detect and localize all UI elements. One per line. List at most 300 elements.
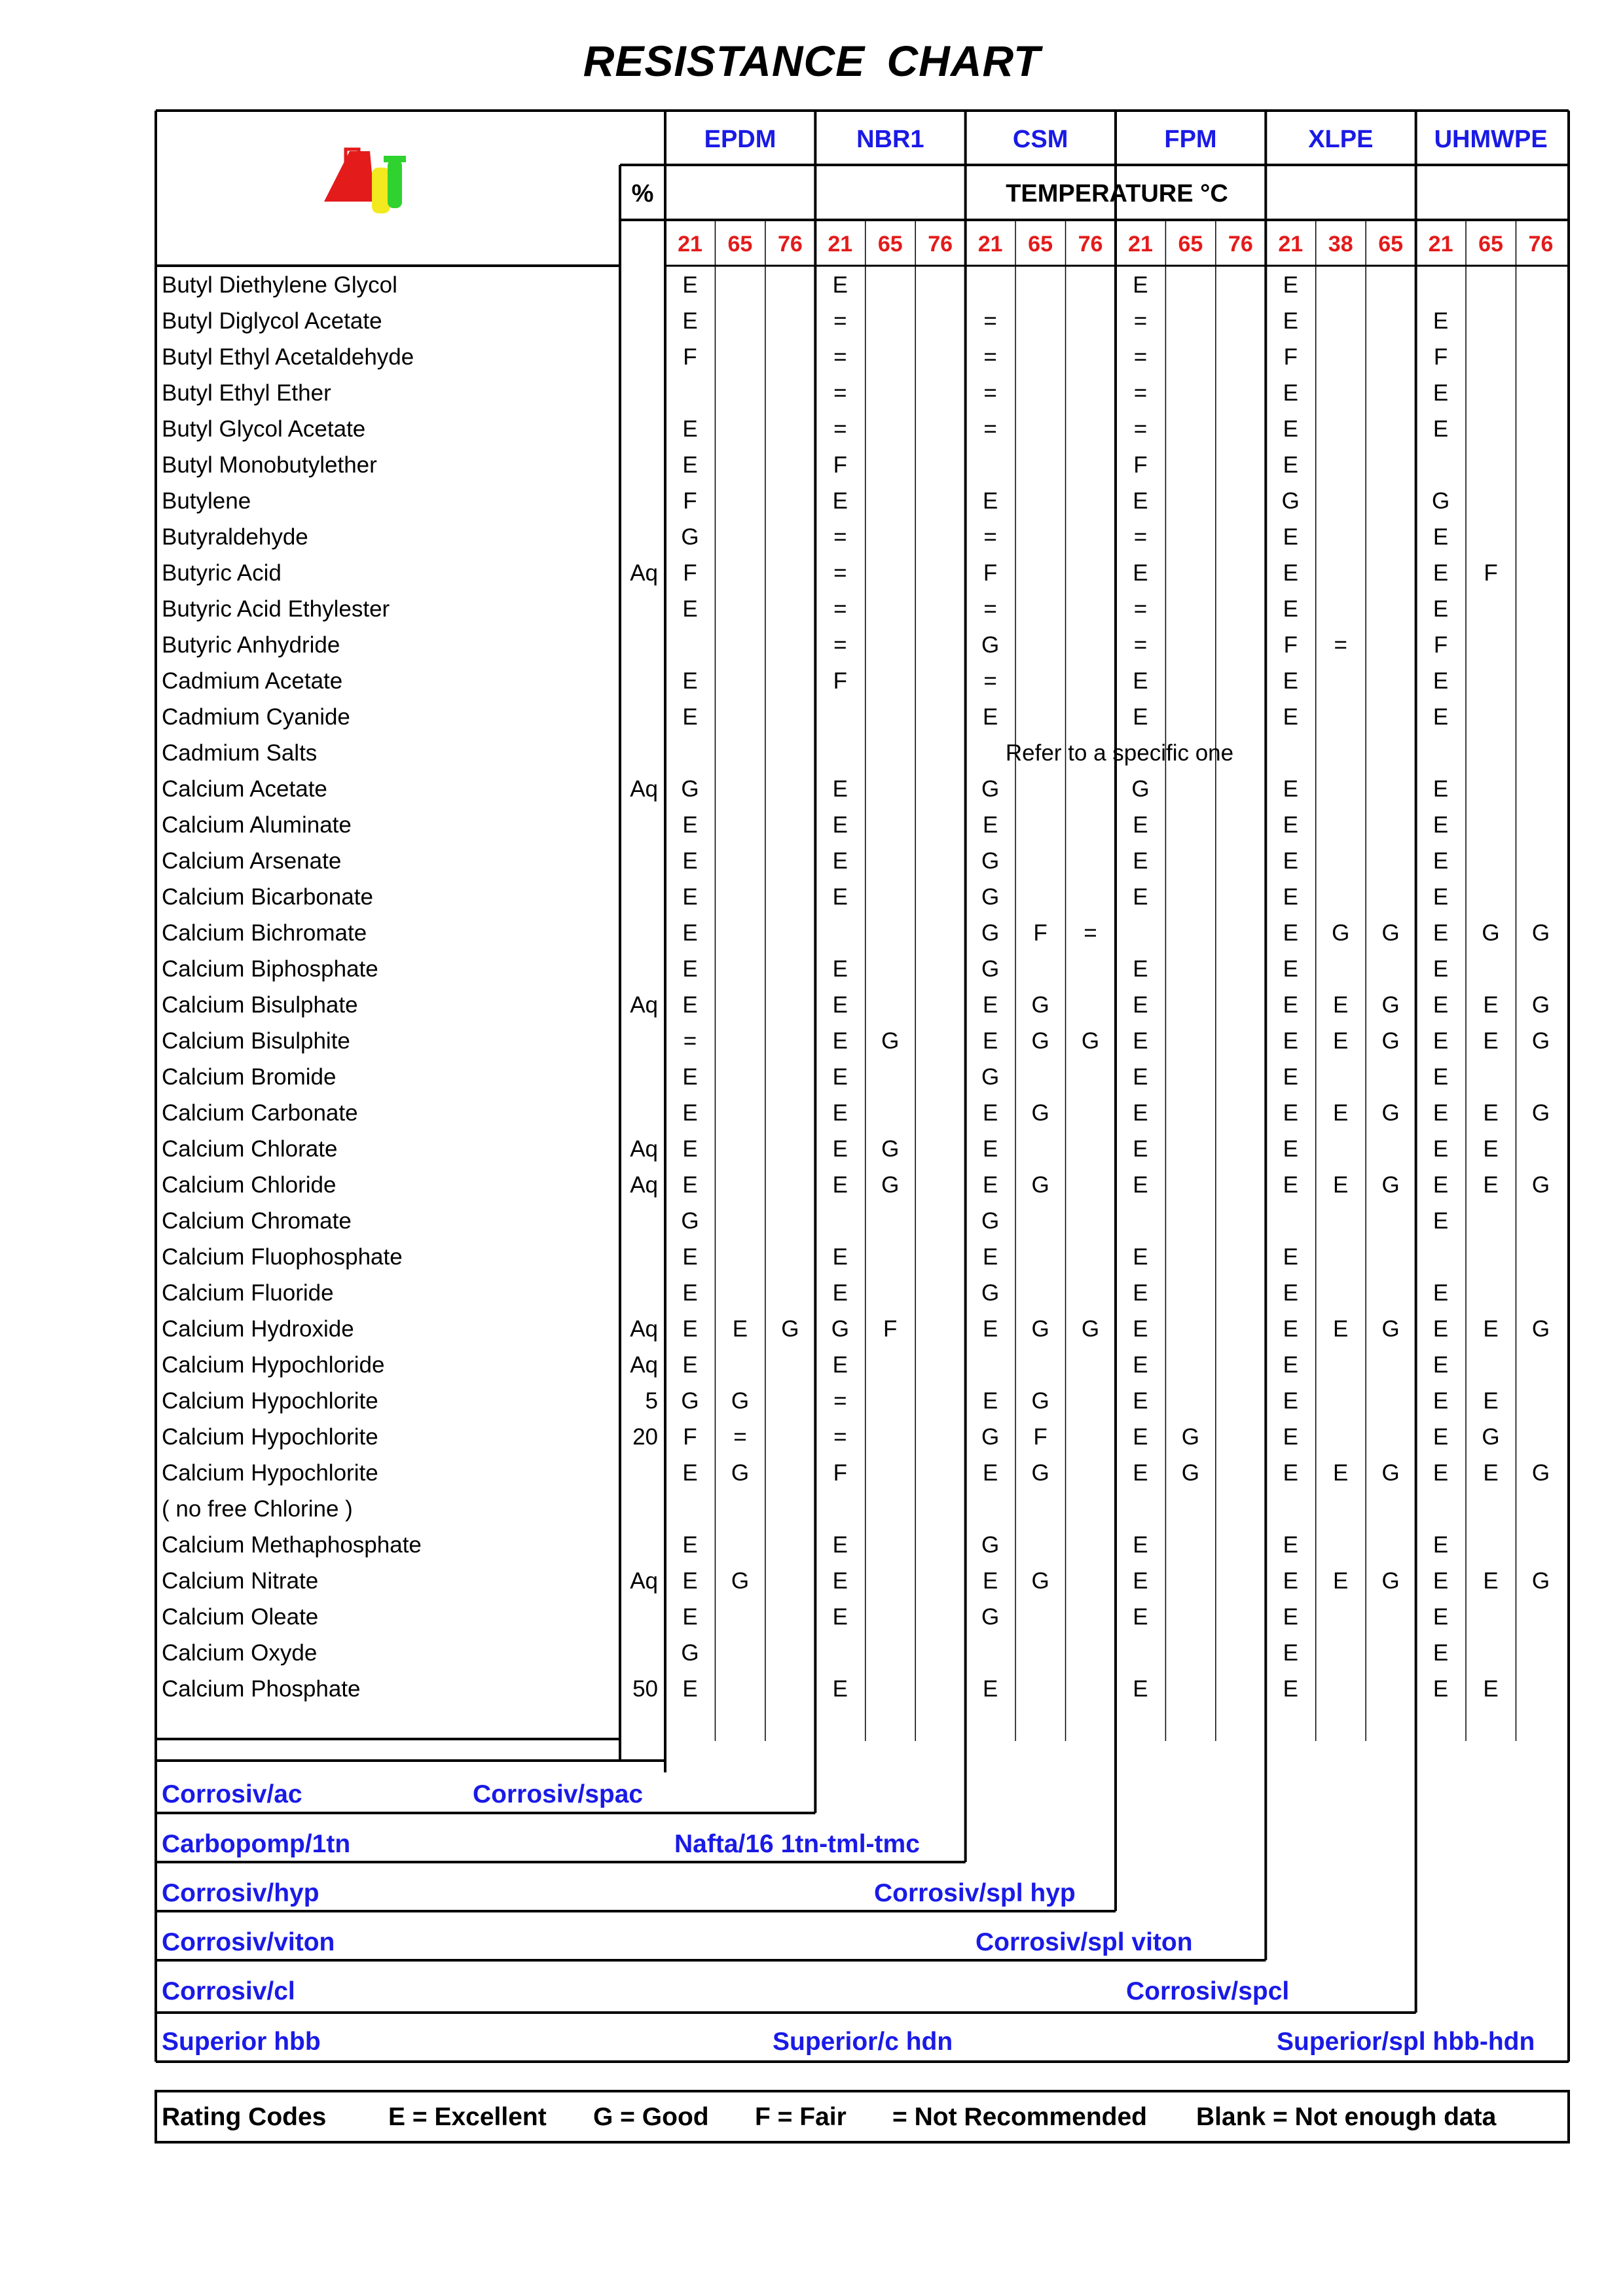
rating-cell: E xyxy=(1483,1568,1499,1594)
rating-cell: E xyxy=(832,1280,848,1306)
temperature-label: 21 xyxy=(1428,232,1453,257)
concentration-value: Aq xyxy=(630,1136,658,1162)
material-header-uhmwpe: UHMWPE xyxy=(1434,126,1548,153)
page-title: RESISTANCE CHART xyxy=(583,37,1041,85)
rating-cell: = xyxy=(833,308,847,334)
rating-cell: E xyxy=(982,1244,998,1270)
rating-cell: E xyxy=(1432,884,1449,910)
chemical-name: Butyric Acid xyxy=(162,560,282,586)
chemical-name: Calcium Oxyde xyxy=(162,1640,318,1666)
rating-cell: E xyxy=(832,1100,848,1126)
rating-cell: E xyxy=(1283,1064,1298,1090)
temperature-label: 76 xyxy=(777,232,803,257)
rating-cell: E xyxy=(1432,1100,1449,1126)
rating-cell: E xyxy=(1432,1136,1449,1162)
temperature-label: 65 xyxy=(1378,232,1404,257)
rating-cell: E xyxy=(1432,1280,1449,1306)
rating-cell: E xyxy=(1283,1244,1298,1270)
rating-cell: = xyxy=(983,668,997,694)
rating-cell: E xyxy=(982,1568,998,1594)
temperature-label: 65 xyxy=(1478,232,1503,257)
rating-cell: E xyxy=(982,992,998,1018)
rating-cell: E xyxy=(832,1136,848,1162)
reference-link[interactable]: Superior/spl hbb-hdn xyxy=(1277,2028,1535,2056)
rating-cell: F xyxy=(1283,632,1298,658)
temperature-label: 38 xyxy=(1328,232,1353,257)
percent-header: % xyxy=(631,180,654,207)
reference-link[interactable]: Corrosiv/ac xyxy=(162,1780,302,1808)
rating-cell: E xyxy=(832,956,848,982)
rating-cell: E xyxy=(682,668,698,694)
rating-cell: F xyxy=(683,560,697,586)
rating-cell: E xyxy=(1133,1100,1148,1126)
rating-cell: = xyxy=(983,344,997,370)
rating-cell: = xyxy=(733,1424,747,1450)
rating-cell: G xyxy=(681,1388,699,1414)
rating-cell: G xyxy=(981,920,1000,946)
rating-cell: E xyxy=(1283,1676,1298,1702)
rating-cell: E xyxy=(832,992,848,1018)
rating-cell: G xyxy=(1431,488,1450,514)
chemical-name: Calcium Chloride xyxy=(162,1172,337,1198)
rating-cell: E xyxy=(1283,668,1298,694)
rating-cell: E xyxy=(682,992,698,1018)
rating-cell: E xyxy=(1483,1316,1499,1342)
rating-cell: = xyxy=(983,380,997,406)
rating-cell: G xyxy=(981,1280,1000,1306)
rating-cell: E xyxy=(982,812,998,838)
temperature-label: 21 xyxy=(1278,232,1304,257)
concentration-value: Aq xyxy=(630,992,658,1018)
rating-cell: E xyxy=(1133,1568,1148,1594)
rating-cell: E xyxy=(1133,1352,1148,1378)
concentration-value: Aq xyxy=(630,560,658,586)
rating-cell: = xyxy=(1133,380,1148,406)
rating-cell: E xyxy=(832,776,848,802)
rating-cell: E xyxy=(1483,1100,1499,1126)
rating-cell: E xyxy=(1133,1172,1148,1198)
rating-cell: E xyxy=(1283,416,1298,442)
rating-cell: E xyxy=(682,1352,698,1378)
rating-cell: G xyxy=(1381,1568,1400,1594)
rating-cell: G xyxy=(981,1208,1000,1234)
rating-cell: G xyxy=(1031,992,1049,1018)
rating-cell: E xyxy=(1432,1604,1449,1630)
concentration-value: Aq xyxy=(630,1172,658,1198)
rating-cell: E xyxy=(832,812,848,838)
rating-cell: E xyxy=(832,1568,848,1594)
chemical-name: Butyric Anhydride xyxy=(162,632,340,658)
rating-cell: E xyxy=(1283,272,1298,298)
chemical-name: Calcium Carbonate xyxy=(162,1100,358,1126)
legend-title: Rating Codes xyxy=(162,2103,327,2131)
rating-cell: E xyxy=(1432,848,1449,874)
concentration-value: 50 xyxy=(632,1676,658,1702)
rating-cell: E xyxy=(1483,1172,1499,1198)
material-header-csm: CSM xyxy=(1012,126,1068,153)
rating-cell: E xyxy=(832,488,848,514)
rating-cell: = xyxy=(833,380,847,406)
rating-cell: E xyxy=(982,1676,998,1702)
rating-cell: F xyxy=(1133,452,1148,478)
chemical-name: Calcium Chromate xyxy=(162,1208,352,1234)
concentration-value: 20 xyxy=(632,1424,658,1450)
rating-cell: G xyxy=(1381,992,1400,1018)
rating-cell: G xyxy=(981,1532,1000,1558)
rating-cell: E xyxy=(1283,524,1298,550)
concentration-value: Aq xyxy=(630,1352,658,1378)
rating-cell: G xyxy=(1381,1172,1400,1198)
rating-cell: E xyxy=(982,1172,998,1198)
rating-cell: = xyxy=(1133,596,1148,622)
chemical-name: Calcium Arsenate xyxy=(162,848,342,874)
rating-cell: E xyxy=(682,272,698,298)
material-header-epdm: EPDM xyxy=(704,126,776,153)
rating-cell: E xyxy=(1483,992,1499,1018)
rating-cell: G xyxy=(881,1136,900,1162)
rating-cell: E xyxy=(1283,596,1298,622)
lab-flasks-icon xyxy=(324,149,406,213)
rating-cell: G xyxy=(1031,1388,1049,1414)
rating-cell: G xyxy=(981,1604,1000,1630)
legend-item: Blank = Not enough data xyxy=(1196,2103,1497,2131)
chemical-name: Butyl Ethyl Ether xyxy=(162,380,331,406)
legend-item: = Not Recommended xyxy=(892,2103,1147,2131)
rating-cell: F xyxy=(1484,560,1498,586)
rating-cell: E xyxy=(1283,812,1298,838)
rating-cell: E xyxy=(1432,1424,1449,1450)
rating-cell: E xyxy=(682,1604,698,1630)
temperature-label: 65 xyxy=(727,232,753,257)
rating-cell: E xyxy=(1133,560,1148,586)
rating-cell: E xyxy=(1283,1424,1298,1450)
rating-cell: E xyxy=(1133,992,1148,1018)
rating-cell: G xyxy=(1381,1460,1400,1486)
chemical-name: Calcium Methaphosphate xyxy=(162,1532,422,1558)
rating-cell: E xyxy=(1333,1316,1349,1342)
rating-cell: E xyxy=(1483,1028,1499,1054)
rating-cell: E xyxy=(832,272,848,298)
rating-cell: E xyxy=(682,1532,698,1558)
rating-cell: G xyxy=(981,884,1000,910)
rating-cell: E xyxy=(1432,1676,1449,1702)
rating-cell: E xyxy=(1283,1280,1298,1306)
rating-cell: E xyxy=(682,1172,698,1198)
reference-link[interactable]: Corrosiv/spcl xyxy=(1126,1977,1290,2005)
concentration-value: Aq xyxy=(630,776,658,802)
rating-cell: E xyxy=(1283,1460,1298,1486)
chemical-name: Butyl Diglycol Acetate xyxy=(162,308,382,334)
rating-cell: E xyxy=(1432,1208,1449,1234)
rating-cell: E xyxy=(1133,956,1148,982)
rating-cell: E xyxy=(1333,1460,1349,1486)
rating-cell: E xyxy=(1283,1640,1298,1666)
chemical-name: Calcium Phosphate xyxy=(162,1676,361,1702)
rating-cell: E xyxy=(682,1136,698,1162)
rating-cell: E xyxy=(682,308,698,334)
rating-cell: G xyxy=(1482,920,1500,946)
rating-cell: E xyxy=(1133,848,1148,874)
chemical-name: Calcium Bisulphite xyxy=(162,1028,350,1054)
rating-cell: G xyxy=(981,1424,1000,1450)
rating-cell: E xyxy=(1133,1424,1148,1450)
rating-cell: E xyxy=(1283,1532,1298,1558)
rating-cell: G xyxy=(881,1172,900,1198)
rating-cell: E xyxy=(1333,992,1349,1018)
chemical-name: Butyl Glycol Acetate xyxy=(162,416,366,442)
rating-cell: E xyxy=(682,1244,698,1270)
rating-cell: E xyxy=(1432,1532,1449,1558)
temperature-label: 21 xyxy=(1128,232,1153,257)
rating-cell: G xyxy=(1031,1460,1049,1486)
rating-cell: G xyxy=(781,1316,799,1342)
chemical-name: Calcium Hypochlorite xyxy=(162,1388,378,1414)
rating-cell: E xyxy=(982,488,998,514)
temperature-label: 65 xyxy=(877,232,903,257)
material-header-nbr1: NBR1 xyxy=(856,126,924,153)
rating-cell: E xyxy=(1432,1172,1449,1198)
rating-cell: E xyxy=(982,1028,998,1054)
rating-cell: E xyxy=(1333,1568,1349,1594)
rating-cell: G xyxy=(1531,920,1550,946)
reference-link[interactable]: Superior hbb xyxy=(162,2028,321,2056)
rating-cell: G xyxy=(681,776,699,802)
reference-link[interactable]: Corrosiv/spl viton xyxy=(976,1928,1193,1956)
rating-cell: F xyxy=(983,560,998,586)
rating-cell: G xyxy=(1531,1316,1550,1342)
rating-cell: F xyxy=(683,344,697,370)
chemical-name: Cadmium Acetate xyxy=(162,668,343,694)
rating-cell: E xyxy=(1432,560,1449,586)
rating-cell: E xyxy=(682,1064,698,1090)
rating-cell: = xyxy=(1133,524,1148,550)
rating-cell: G xyxy=(881,1028,900,1054)
rating-cell: G xyxy=(1031,1028,1049,1054)
rating-cell: E xyxy=(682,812,698,838)
rating-cell: E xyxy=(832,1532,848,1558)
chemical-name: Calcium Hydroxide xyxy=(162,1316,354,1342)
chemical-name: Calcium Bisulphate xyxy=(162,992,358,1018)
chemical-name: Butyraldehyde xyxy=(162,524,308,550)
rating-cell: F xyxy=(883,1316,898,1342)
rating-cell: E xyxy=(1483,1136,1499,1162)
rating-cell: F xyxy=(1433,632,1448,658)
rating-cell: = xyxy=(833,1388,847,1414)
rating-cell: = xyxy=(833,560,847,586)
rating-cell: G xyxy=(731,1568,750,1594)
rating-cell: G xyxy=(981,1064,1000,1090)
rating-cell: E xyxy=(1432,596,1449,622)
reference-link[interactable]: Carbopomp/1tn xyxy=(162,1830,351,1858)
chemical-name: Butylene xyxy=(162,488,251,514)
rating-cell: E xyxy=(1432,416,1449,442)
rating-cell: E xyxy=(1432,704,1449,730)
material-header-fpm: FPM xyxy=(1164,126,1217,153)
legend-item: G = Good xyxy=(593,2103,709,2131)
concentration-value: 5 xyxy=(645,1388,658,1414)
rating-cell: G xyxy=(1281,488,1300,514)
rating-cell: E xyxy=(1432,812,1449,838)
rating-cell: E xyxy=(1283,1316,1298,1342)
rating-cell: G xyxy=(1081,1316,1100,1342)
rating-cell: E xyxy=(1432,1640,1449,1666)
chemical-name: Calcium Chlorate xyxy=(162,1136,338,1162)
rating-cell: E xyxy=(1133,812,1148,838)
reference-link[interactable]: Nafta/16 1tn-tml-tmc xyxy=(674,1830,920,1858)
rating-cell: E xyxy=(1133,1460,1148,1486)
rating-cell: E xyxy=(1133,1676,1148,1702)
rating-cell: E xyxy=(1283,920,1298,946)
rating-cell: E xyxy=(1283,956,1298,982)
rating-cell: G xyxy=(1531,1568,1550,1594)
rating-cell: E xyxy=(682,416,698,442)
rating-cell: = xyxy=(833,524,847,550)
rating-cell: G xyxy=(1531,1460,1550,1486)
rating-cell: = xyxy=(983,308,997,334)
rating-cell: E xyxy=(1283,1028,1298,1054)
rating-cell: E xyxy=(832,1244,848,1270)
rating-cell: = xyxy=(1084,920,1097,946)
rating-cell: E xyxy=(1283,560,1298,586)
chemical-name: Calcium Acetate xyxy=(162,776,327,802)
rating-cell: F xyxy=(833,668,847,694)
concentration-value: Aq xyxy=(630,1568,658,1594)
rating-cell: E xyxy=(1283,308,1298,334)
rating-cell: G xyxy=(1031,1100,1049,1126)
reference-link[interactable]: Corrosiv/hyp xyxy=(162,1879,319,1907)
rating-cell: E xyxy=(1432,920,1449,946)
rating-cell: E xyxy=(682,1460,698,1486)
chemical-name: ( no free Chlorine ) xyxy=(162,1496,353,1522)
reference-link[interactable]: Corrosiv/spac xyxy=(473,1780,644,1808)
rating-cell: E xyxy=(1283,1136,1298,1162)
temperature-label: 76 xyxy=(1078,232,1103,257)
rating-cell: = xyxy=(833,1424,847,1450)
rating-cell: E xyxy=(1283,1100,1298,1126)
rating-cell: = xyxy=(983,416,997,442)
rating-cell: = xyxy=(1133,308,1148,334)
rating-cell: E xyxy=(1432,1568,1449,1594)
rating-cell: F xyxy=(1033,920,1048,946)
rating-cell: = xyxy=(833,344,847,370)
rating-cell: G xyxy=(681,1208,699,1234)
rating-cell: E xyxy=(1283,884,1298,910)
rating-cell: G xyxy=(981,776,1000,802)
rating-cell: = xyxy=(833,596,847,622)
rating-cell: E xyxy=(1283,1568,1298,1594)
rating-cell: G xyxy=(981,632,1000,658)
chemical-name: Calcium Bicarbonate xyxy=(162,884,373,910)
row-note: Refer to a specific one xyxy=(1005,740,1234,766)
chemical-name: Calcium Hypochlorite xyxy=(162,1424,378,1450)
chemical-name: Calcium Hypochloride xyxy=(162,1352,385,1378)
rating-cell: E xyxy=(1432,1460,1449,1486)
rating-cell: E xyxy=(832,848,848,874)
rating-cell: G xyxy=(1332,920,1350,946)
rating-cell: E xyxy=(1483,1388,1499,1414)
rating-cell: F xyxy=(683,488,697,514)
chemical-name: Butyl Diethylene Glycol xyxy=(162,272,397,298)
rating-cell: E xyxy=(682,1280,698,1306)
rating-cell: = xyxy=(983,596,997,622)
rating-cell: E xyxy=(1432,668,1449,694)
rating-cell: G xyxy=(1531,992,1550,1018)
rating-cell: E xyxy=(1283,1604,1298,1630)
temperature-header: TEMPERATURE °C xyxy=(1006,180,1228,207)
rating-cell: E xyxy=(832,1064,848,1090)
rating-cell: E xyxy=(1432,524,1449,550)
rating-cell: E xyxy=(1133,1388,1148,1414)
rating-cell: E xyxy=(832,1676,848,1702)
rating-cell: G xyxy=(1131,776,1150,802)
rating-cell: E xyxy=(982,1136,998,1162)
rating-cell: E xyxy=(1133,704,1148,730)
rating-cell: G xyxy=(681,524,699,550)
rating-cell: E xyxy=(982,1388,998,1414)
chemical-name: Calcium Aluminate xyxy=(162,812,352,838)
reference-link[interactable]: Corrosiv/viton xyxy=(162,1928,335,1956)
chemical-name: Calcium Bichromate xyxy=(162,920,367,946)
rating-cell: E xyxy=(1432,1388,1449,1414)
rating-cell: E xyxy=(1133,1244,1148,1270)
reference-link[interactable]: Superior/c hdn xyxy=(773,2028,953,2056)
rating-cell: E xyxy=(682,1676,698,1702)
rating-cell: E xyxy=(1483,1676,1499,1702)
rating-cell: E xyxy=(1283,776,1298,802)
chemical-name: Butyric Acid Ethylester xyxy=(162,596,390,622)
rating-cell: E xyxy=(1432,956,1449,982)
rating-cell: E xyxy=(1133,1316,1148,1342)
temperature-label: 21 xyxy=(977,232,1003,257)
rating-cell: E xyxy=(1432,1352,1449,1378)
temperature-label: 21 xyxy=(678,232,702,257)
rating-cell: F xyxy=(1283,344,1298,370)
rating-cell: E xyxy=(1432,1316,1449,1342)
rating-cell: E xyxy=(832,884,848,910)
rating-cell: G xyxy=(831,1316,849,1342)
rating-cell: E xyxy=(732,1316,748,1342)
reference-link[interactable]: Corrosiv/cl xyxy=(162,1977,295,2005)
rating-cell: = xyxy=(983,524,997,550)
rating-cell: E xyxy=(1133,1280,1148,1306)
rating-cell: E xyxy=(682,920,698,946)
reference-link[interactable]: Corrosiv/spl hyp xyxy=(874,1879,1076,1907)
rating-cell: E xyxy=(1133,1028,1148,1054)
rating-cell: G xyxy=(1381,920,1400,946)
rating-cell: G xyxy=(1031,1172,1049,1198)
rating-cell: G xyxy=(1181,1424,1199,1450)
rating-cell: G xyxy=(1081,1028,1100,1054)
rating-cell: E xyxy=(1483,1460,1499,1486)
rating-cell: E xyxy=(1432,992,1449,1018)
rating-cell: = xyxy=(1133,416,1148,442)
rating-cell: E xyxy=(1133,272,1148,298)
rating-cell: E xyxy=(1333,1100,1349,1126)
rating-cell: E xyxy=(682,452,698,478)
rating-cell: = xyxy=(683,1028,697,1054)
chemical-name: Calcium Nitrate xyxy=(162,1568,319,1594)
rating-cell: E xyxy=(982,1460,998,1486)
chemical-name: Cadmium Salts xyxy=(162,740,318,766)
rating-cell: E xyxy=(1133,1604,1148,1630)
rating-cell: G xyxy=(731,1460,750,1486)
rating-cell: G xyxy=(1531,1172,1550,1198)
rating-cell: F xyxy=(1433,344,1448,370)
chemical-name: Butyl Monobutylether xyxy=(162,452,377,478)
rating-cell: E xyxy=(832,1172,848,1198)
rating-cell: E xyxy=(1333,1172,1349,1198)
chemical-name: Calcium Biphosphate xyxy=(162,956,378,982)
